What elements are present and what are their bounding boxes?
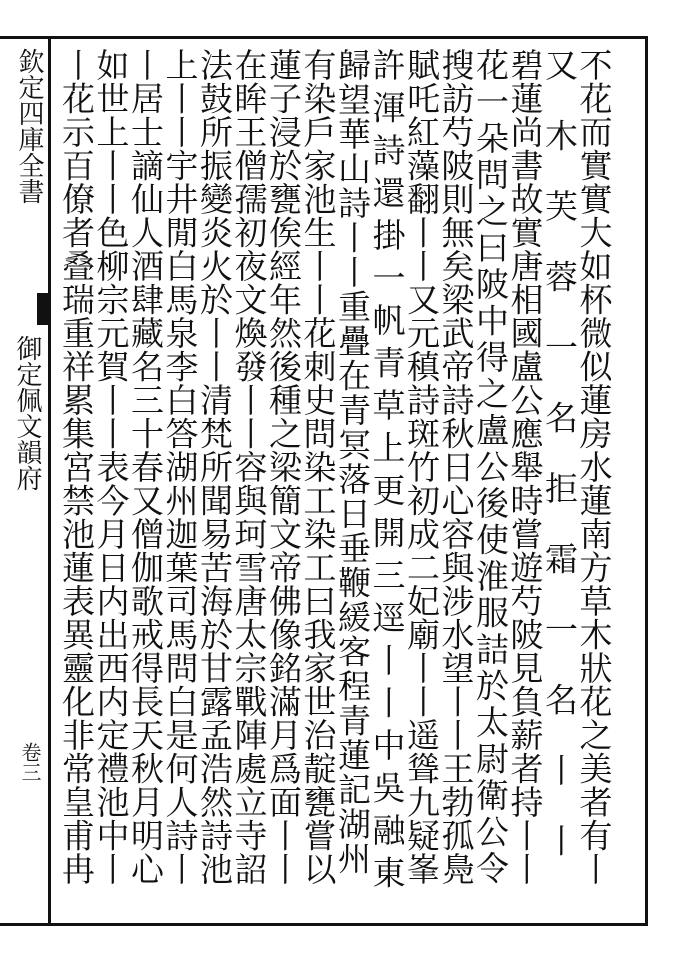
fishtail-block-mark: [37, 293, 48, 325]
text-column: 搜訪芍陂則無矣梁武帝詩秋日心容與涉水望丨丨王勃孤鳧: [436, 48, 476, 886]
margin-book-title: 御定佩文韻府: [12, 335, 42, 491]
margin-page-number: 卷三: [18, 742, 42, 782]
text-column: 丨居士謫仙人酒肆藏名三十春又僧伽歌戒得長天秋月明心: [126, 48, 165, 886]
text-column: 有染戶家池生丨丨花刺史問染工染工曰我家世治靛甕嘗以: [298, 48, 338, 886]
text-column: 如世上丨丨色柳宗元賀丨丨表今月日内出西内定禮池中丨: [91, 48, 131, 886]
text-column: 許渾詩還掛一帆青草上更開三逕丨丨中吳融東: [367, 48, 407, 898]
text-column: 丨花示百僚者叠瑞重祥累集宮禁池蓮表異靈化非常皇甫冉: [57, 48, 96, 886]
text-column: 上丨丨宇井閒白馬泉李白答湖州迦葉司馬問白是何人詩丨: [160, 48, 200, 886]
text-column: 不花而實實大如杯微似蓮房水蓮南方草木狀花之美者有丨: [574, 48, 614, 886]
text-column: 賦吒紅藻翻丨丨又元稹詩斑竹初成二妃廟丨丨遥聳九疑峯: [402, 48, 441, 886]
text-column: 在眸王僧孺初夜文煥發丨丨容與珂雪唐太宗戰陣處立寺詔: [229, 48, 269, 886]
text-column: 法鼓所振變炎火於丨丨清梵所聞易苦海於甘露孟浩然詩池: [195, 48, 234, 886]
text-column: 蓮子浸於甕俟經年然後種之梁簡文帝佛像銘滿月爲面丨丨: [264, 48, 303, 886]
margin-title: 欽定四庫全書: [14, 48, 44, 204]
text-column: 花一朵問之曰陂中得之盧公後使淮服詰於太尉衛公令: [471, 48, 510, 888]
text-column: 碧蓮尚書故實唐相國盧公應舉時嘗遊芍陂見負薪者持丨丨: [505, 48, 545, 886]
text-column: 歸望華山詩丨丨重疊在青冥落日垂鞭緩客程青蓮記湖州: [333, 48, 372, 876]
text-column: 又木芙蓉一名拒霜一名丨丨: [540, 48, 579, 894]
